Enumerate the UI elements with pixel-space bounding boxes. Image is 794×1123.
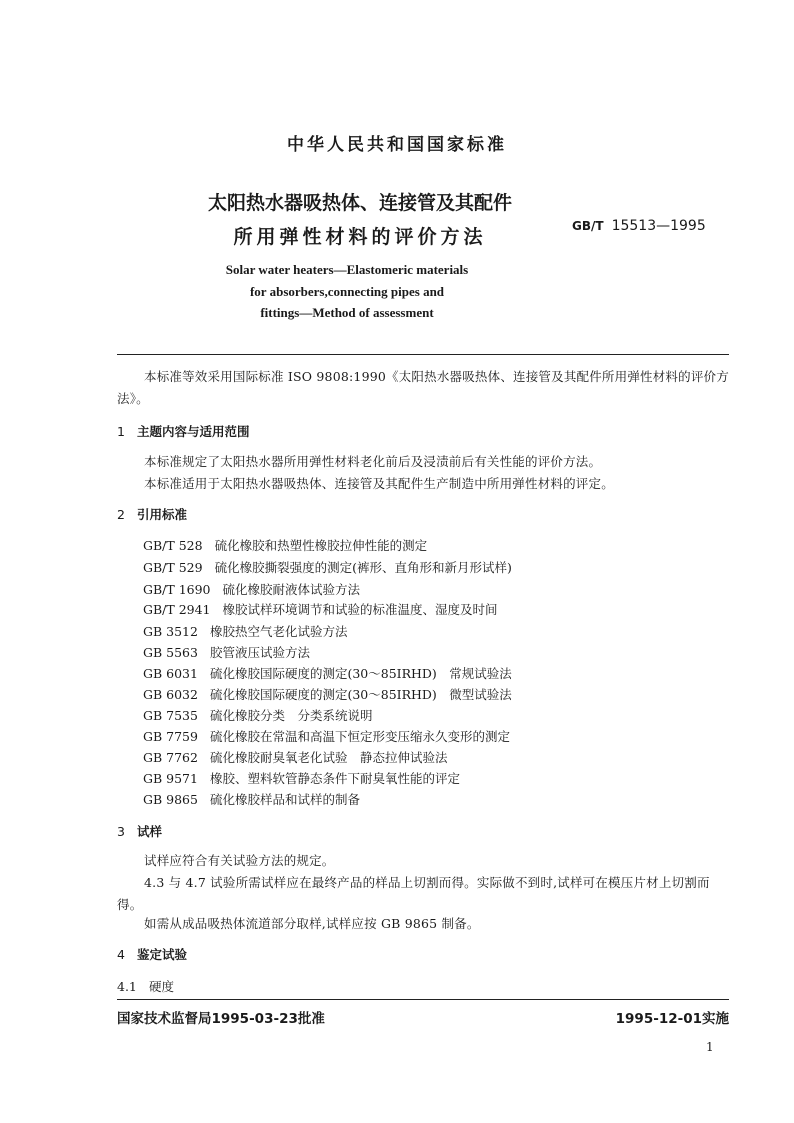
reference-title: 硫化橡胶耐液体试验方法 bbox=[222, 582, 361, 597]
reference-title: 硫化橡胶在常温和高温下恒定形变压缩永久变形的测定 bbox=[209, 729, 510, 744]
standard-number bbox=[572, 218, 706, 234]
reference-item bbox=[143, 643, 310, 661]
subsection-4-1-title: 硬度 bbox=[149, 979, 175, 994]
reference-item bbox=[143, 685, 512, 703]
reference-title: 硫化橡胶样品和试样的制备 bbox=[209, 792, 360, 807]
standard-code-prefix: GB/T bbox=[572, 219, 604, 233]
standard-code-number: 15513—1995 bbox=[611, 218, 706, 234]
reference-title: 橡胶热空气老化试验方法 bbox=[209, 624, 348, 639]
reference-item bbox=[143, 536, 427, 554]
page-number: 1 bbox=[706, 1040, 714, 1054]
title-en-line3: fittings—Method of assessment bbox=[260, 305, 434, 320]
section-2-heading bbox=[117, 505, 187, 523]
reference-title: 胶管液压试验方法 bbox=[209, 645, 310, 660]
reference-item bbox=[143, 664, 512, 682]
section-4-heading bbox=[117, 945, 187, 963]
section-3-number: 3 bbox=[117, 824, 125, 839]
section-2-title: 引用标准 bbox=[137, 507, 188, 522]
reference-title: 橡胶、塑料软管静态条件下耐臭氧性能的评定 bbox=[209, 771, 460, 786]
reference-code: GB 3512 bbox=[143, 624, 198, 639]
reference-item bbox=[143, 727, 510, 745]
reference-item bbox=[143, 580, 360, 598]
section-2-number: 2 bbox=[117, 507, 125, 522]
reference-title: 硫化橡胶耐臭氧老化试验 静态拉伸试验法 bbox=[209, 750, 448, 765]
reference-code: GB/T 2941 bbox=[143, 602, 211, 617]
section-3-paragraph-3: 如需从成品吸热体流道部分取样,试样应按 GB 9865 制备。 bbox=[144, 916, 480, 931]
reference-code: GB 5563 bbox=[143, 645, 198, 660]
reference-title: 硫化橡胶国际硬度的测定(30～85IRHD) 常规试验法 bbox=[209, 666, 512, 681]
section-1-paragraph-2: 本标准适用于太阳热水器吸热体、连接管及其配件生产制造中所用弹性材料的评定。 bbox=[144, 476, 614, 491]
section-1-title: 主题内容与适用范围 bbox=[137, 424, 250, 439]
section-3-paragraph-2: 4.3 与 4.7 试验所需试样应在最终产品的样品上切割而得。实际做不到时,试样可在模压片材上切割而得。 bbox=[117, 875, 710, 912]
reference-item bbox=[143, 748, 447, 766]
title-cn-line2: 所用弹性材料的评价方法 bbox=[233, 226, 487, 248]
reference-code: GB 6031 bbox=[143, 666, 198, 681]
reference-item bbox=[143, 600, 498, 618]
subsection-4-1-heading bbox=[117, 977, 174, 995]
reference-title: 硫化橡胶撕裂强度的测定(裤形、直角形和新月形试样) bbox=[214, 560, 512, 575]
reference-code: GB 7762 bbox=[143, 750, 198, 765]
effective-date: 1995-12-01实施 bbox=[615, 1011, 729, 1027]
reference-title: 硫化橡胶分类 分类系统说明 bbox=[209, 708, 373, 723]
section-1-paragraph-1: 本标准规定了太阳热水器所用弹性材料老化前后及浸渍前后有关性能的评价方法。 bbox=[144, 454, 602, 469]
approval-date: 国家技术监督局1995-03-23批准 bbox=[117, 1011, 325, 1027]
national-standard-heading: 中华人民共和国国家标准 bbox=[287, 135, 507, 155]
reference-code: GB/T 1690 bbox=[143, 582, 211, 597]
reference-code: GB/T 528 bbox=[143, 538, 203, 553]
footer-divider bbox=[117, 999, 729, 1000]
title-en-line2: for absorbers,connecting pipes and bbox=[249, 284, 445, 299]
reference-code: GB 7535 bbox=[143, 708, 198, 723]
section-3-heading bbox=[117, 822, 162, 840]
section-4-title: 鉴定试验 bbox=[137, 947, 188, 962]
section-1-number: 1 bbox=[117, 424, 125, 439]
subsection-4-1-number: 4.1 bbox=[117, 979, 137, 994]
reference-item bbox=[143, 790, 360, 808]
reference-item bbox=[143, 769, 460, 787]
section-3-paragraph-1: 试样应符合有关试验方法的规定。 bbox=[144, 853, 335, 868]
reference-item bbox=[143, 558, 512, 576]
reference-title: 橡胶试样环境调节和试验的标准温度、湿度及时间 bbox=[222, 602, 498, 617]
reference-code: GB 9571 bbox=[143, 771, 198, 786]
reference-item bbox=[143, 622, 347, 640]
title-en-line1: Solar water heaters—Elastomeric materials bbox=[225, 262, 469, 277]
intro-paragraph: 本标准等效采用国际标准 ISO 9808:1990《太阳热水器吸热体、连接管及其配件所用弹性材料的评价方法》。 bbox=[117, 369, 729, 406]
section-3-title: 试样 bbox=[137, 824, 163, 839]
section-1-heading bbox=[117, 422, 250, 440]
reference-code: GB 9865 bbox=[143, 792, 198, 807]
reference-code: GB 7759 bbox=[143, 729, 198, 744]
reference-code: GB 6032 bbox=[143, 687, 198, 702]
reference-title: 硫化橡胶和热塑性橡胶拉伸性能的测定 bbox=[214, 538, 428, 553]
header-divider bbox=[117, 354, 729, 355]
section-4-number: 4 bbox=[117, 947, 125, 962]
reference-code: GB/T 529 bbox=[143, 560, 203, 575]
reference-item bbox=[143, 706, 372, 724]
title-cn-line1: 太阳热水器吸热体、连接管及其配件 bbox=[207, 192, 512, 214]
reference-title: 硫化橡胶国际硬度的测定(30～85IRHD) 微型试验法 bbox=[209, 687, 512, 702]
